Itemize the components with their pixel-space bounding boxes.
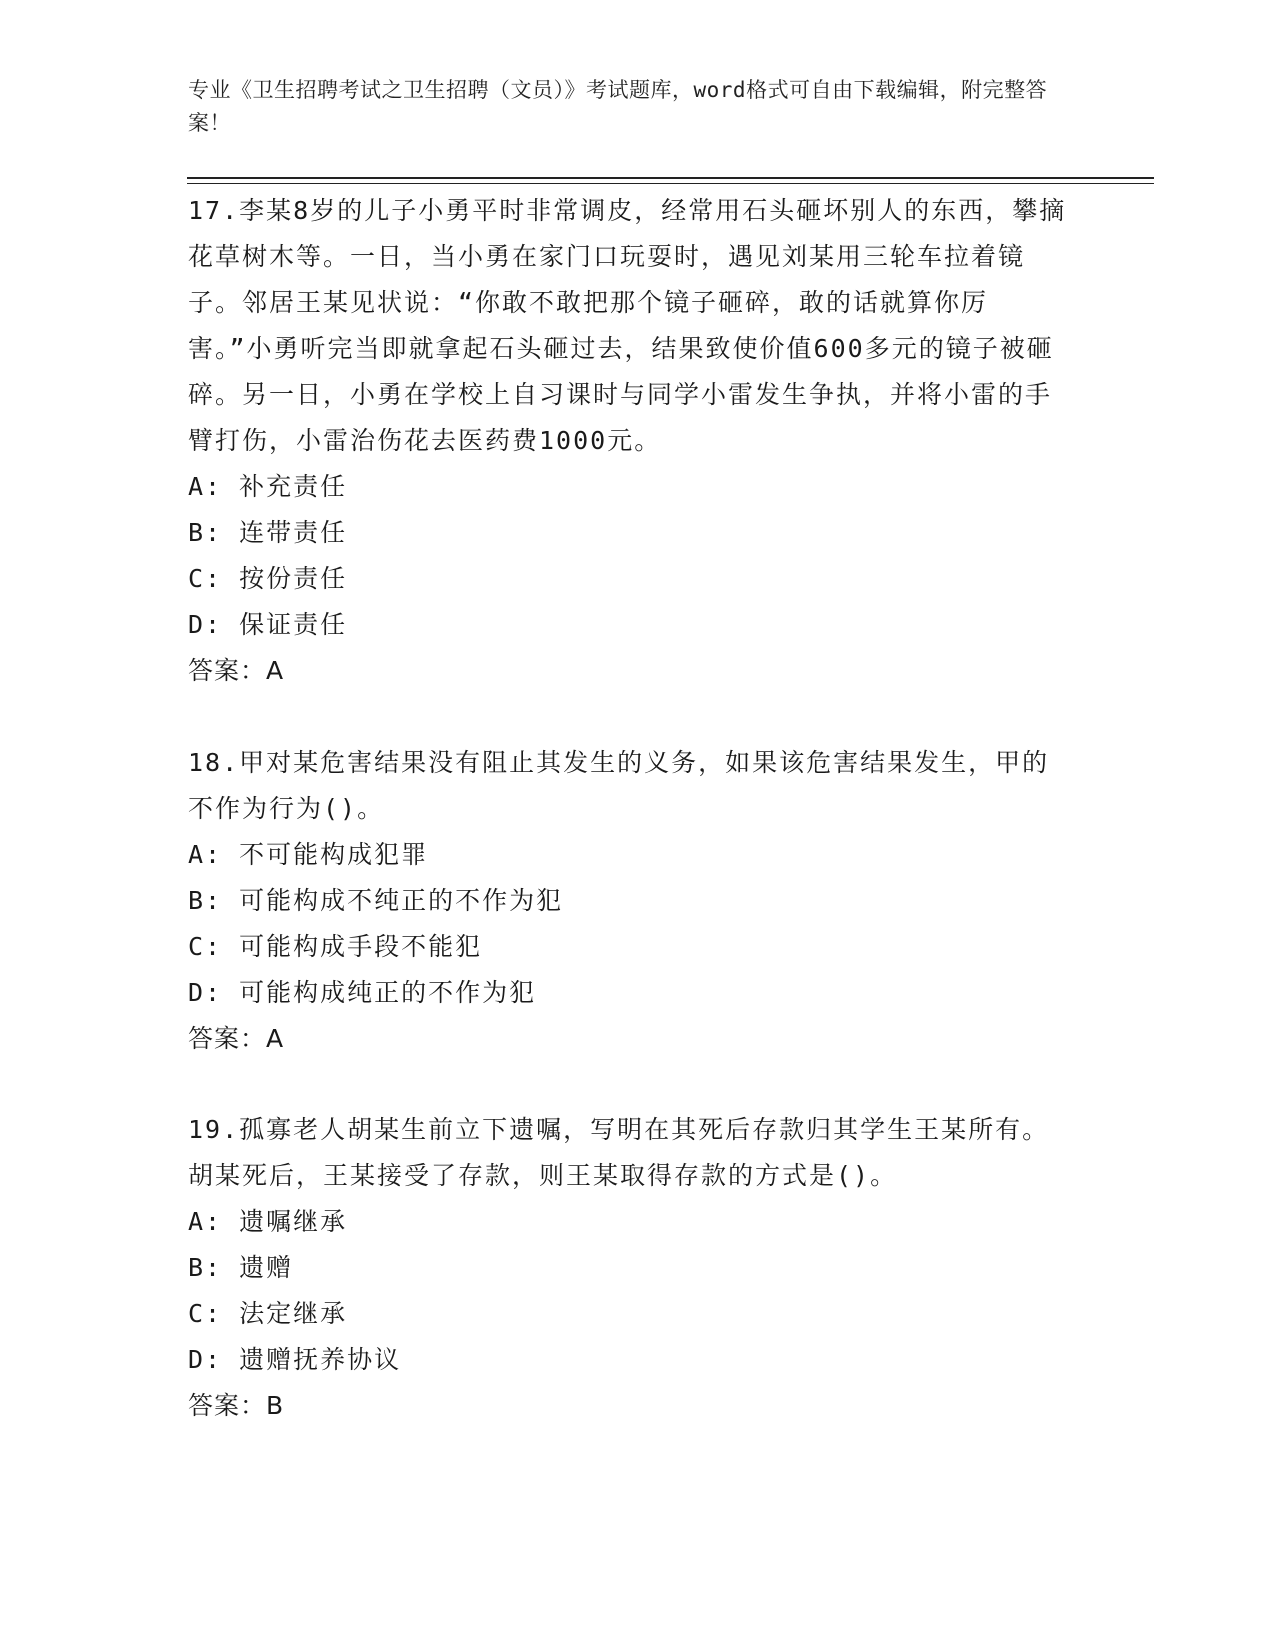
option-letter: D: (188, 978, 223, 1007)
option-a (188, 464, 1068, 510)
option-letter: A: (188, 840, 223, 869)
option-a (188, 1199, 1068, 1245)
document-header: 专业《卫生招聘考试之卫生招聘（文员）》考试题库，word格式可自由下载编辑，附完整答案！ (188, 78, 1048, 135)
answer-line: 答案：A (188, 1024, 285, 1053)
question-stem: 17.李某8岁的儿子小勇平时非常调皮，经常用石头砸坏别人的东西，攀摘花草树木等。一日，当小勇在家门口玩耍时，遇见刘某用三轮车拉着镜子。邻居王某见状说：“你敢不敢把那个镜子砸碎，敢的话就算你厉害。”小勇听完当即就拿起石头砸过去，结果致使价值600多元的镜子被砸碎。另一日，小勇在学校上自习课时与同学小雷发生争执，并将小雷的手臂打伤，小雷治伤花去医药费1000元。 (188, 196, 1067, 455)
option-text: 法定继承 (239, 1299, 348, 1328)
option-text: 保证责任 (239, 610, 348, 639)
option-b (188, 878, 1068, 924)
option-letter: C: (188, 564, 223, 593)
option-d (188, 1337, 1068, 1383)
option-text: 补充责任 (239, 472, 348, 501)
option-text: 遗赠 (239, 1253, 294, 1282)
option-letter: C: (188, 1299, 223, 1328)
option-text: 遗赠抚养协议 (239, 1345, 402, 1374)
option-letter: A: (188, 1207, 223, 1236)
question-stem: 19.孤寡老人胡某生前立下遗嘱，写明在其死后存款归其学生王某所有。胡某死后，王某接受了存款，则王某取得存款的方式是()。 (188, 1115, 1050, 1190)
option-text: 按份责任 (239, 564, 348, 593)
answer-line: 答案：A (188, 656, 285, 685)
answer-line: 答案：B (188, 1391, 285, 1420)
option-c (188, 924, 1068, 970)
option-letter: D: (188, 1345, 223, 1374)
option-letter: B: (188, 518, 223, 547)
question-17 (188, 188, 1068, 694)
question-19 (188, 1107, 1068, 1429)
option-letter: C: (188, 932, 223, 961)
option-text: 可能构成纯正的不作为犯 (239, 978, 537, 1007)
option-c (188, 1291, 1068, 1337)
option-text: 可能构成手段不能犯 (239, 932, 483, 961)
question-stem: 18.甲对某危害结果没有阻止其发生的义务，如果该危害结果发生，甲的不作为行为()。 (188, 748, 1050, 823)
option-c (188, 556, 1068, 602)
option-letter: B: (188, 886, 223, 915)
option-text: 不可能构成犯罪 (239, 840, 429, 869)
question-18 (188, 740, 1068, 1062)
option-letter: B: (188, 1253, 223, 1282)
header-divider-thick (187, 177, 1154, 179)
option-b (188, 510, 1068, 556)
option-d (188, 602, 1068, 648)
option-text: 遗嘱继承 (239, 1207, 348, 1236)
option-d (188, 970, 1068, 1016)
option-text: 可能构成不纯正的不作为犯 (239, 886, 564, 915)
option-letter: A: (188, 472, 223, 501)
option-text: 连带责任 (239, 518, 348, 547)
header-divider-thin (187, 183, 1154, 184)
option-letter: D: (188, 610, 223, 639)
option-a (188, 832, 1068, 878)
option-b (188, 1245, 1068, 1291)
